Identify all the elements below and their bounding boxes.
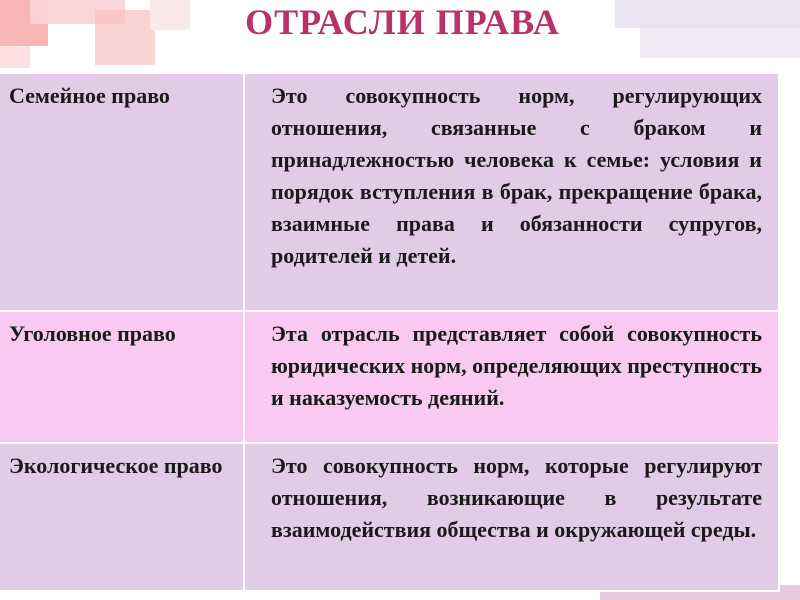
decor-square: [0, 46, 30, 68]
branch-description-family: Это совокупность норм, регулирующих отношения, связанные с браком и принадлежностью человека к семье: условия и порядок вступления в брак, прекращение брака, взаимные права и обязанности супругов, родителей и детей.: [244, 74, 779, 311]
table-row: [0, 311, 779, 443]
slide-title: ОТРАСЛИ ПРАВА: [245, 2, 560, 42]
table-row: [0, 74, 779, 311]
decor-square: [640, 28, 800, 58]
branch-description-criminal: Эта отрасль представляет собой совокупность юридических норм, определяющих преступность и наказуемость деяний.: [244, 311, 779, 443]
table-row: [0, 443, 779, 591]
branch-description-ecological: Это совокупность норм, которые регулируют отношения, возникающие в результате взаимодействия общества и окружающей среды.: [244, 443, 779, 591]
branch-name-family: Семейное право: [0, 74, 244, 311]
law-branches-table: [0, 74, 780, 592]
branch-name-ecological: Экологическое право: [0, 443, 244, 591]
decor-square: [150, 0, 190, 30]
branch-name-criminal: Уголовное право: [0, 311, 244, 443]
decor-square: [95, 10, 155, 65]
decor-square: [612, 0, 800, 28]
